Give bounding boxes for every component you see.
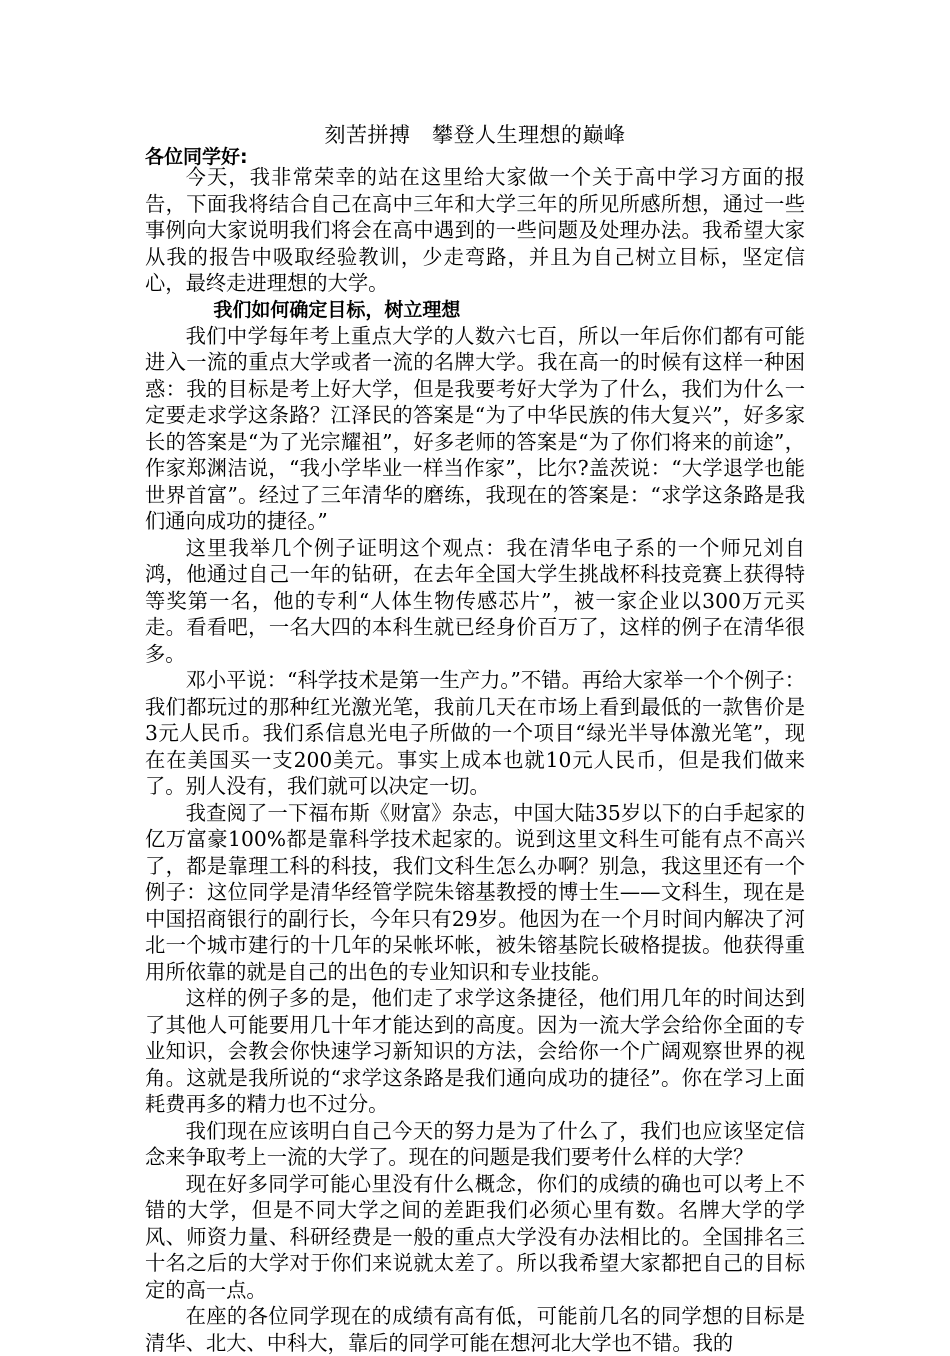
document-title: 刻苦拼搏 攀登人生理想的巅峰 [324, 123, 626, 147]
salutation: 各位同学好: [145, 146, 248, 168]
paragraph: 我们中学每年考上重点大学的人数六七百，所以一年后你们都有可能进入一流的重点大学或者一流的名牌大学。我在高一的时候有这样一种困惑：我的目标是考上好大学，但是我要考好大学为了什么，我们为什么一定要走求学这条路？江泽民的答案是“为了中华民族的伟大复兴”，好多家长的答案是“为了光宗耀祖”，好多老师的答案是“为了你们将来的前途”，作家郑渊洁说，“我小学毕业一样当作家”，比尔?盖茨说：“大学退学也能世界首富”。经过了三年清华的磨练，我现在的答案是：“求学这条路是我们通向成功的捷径。” [145, 323, 805, 533]
paragraph: 我查阅了一下福布斯《财富》杂志，中国大陆35岁以下的白手起家的亿万富豪100%都是靠科学技术起家的。说到这里文科生可能有点不高兴了，都是靠理工科的科技，我们文科生怎么办啊？别急，我这里还有一个例子：这位同学是清华经管学院朱镕基教授的博士生——文科生，现在是中国招商银行的副行长，今年只有29岁。他因为在一个月时间内解决了河北一个城市建行的十几年的呆帐坏帐，被朱镕基院长破格提拔。他获得重用所依靠的就是自己的出色的专业知识和专业技能。 [145, 800, 805, 984]
document-body [145, 164, 805, 1356]
paragraph: 现在好多同学可能心里没有什么概念，你们的成绩的确也可以考上不错的大学，但是不同大学之间的差距我们必须心里有数。名牌大学的学风、师资力量、科研经费是一般的重点大学没有办法相比的。全国排名三十名之后的大学对于你们来说就太差了。所以我希望大家都把自己的目标定的高一点。 [145, 1171, 805, 1302]
section-heading: 我们如何确定目标，树立理想 [213, 298, 461, 321]
paragraph: 在座的各位同学现在的成绩有高有低，可能前几名的同学想的目标是清华、北大、中科大，靠后的同学可能在想河北大学也不错。我的 [145, 1304, 805, 1355]
paragraph: 这样的例子多的是，他们走了求学这条捷径，他们用几年的时间达到了其他人可能要用几十年才能达到的高度。因为一流大学会给你全面的专业知识，会教会你快速学习新知识的方法，会给你一个广阔观察世界的视角。这就是我所说的“求学这条路是我们通向成功的捷径”。你在学习上面耗费再多的精力也不过分。 [145, 986, 805, 1116]
paragraph-intro: 今天，我非常荣幸的站在这里给大家做一个关于高中学习方面的报告，下面我将结合自己在高中三年和大学三年的所见所感所想，通过一些事例向大家说明我们将会在高中遇到的一些问题及处理办法。我希望大家从我的报告中吸取经验教训，少走弯路，并且为自己树立目标，坚定信心，最终走进理想的大学。 [145, 165, 805, 295]
paragraph: 我们现在应该明白自己今天的努力是为了什么了，我们也应该坚定信念来争取考上一流的大学了。现在的问题是我们要考什么样的大学？ [145, 1118, 805, 1169]
paragraph: 这里我举几个例子证明这个观点：我在清华电子系的一个师兄刘自鸿，他通过自己一年的钻研，在去年全国大学生挑战杯科技竞赛上获得特等奖第一名，他的专利“人体生物传感芯片”，被一家企业以300万元买走。看看吧，一名大四的本科生就已经身价百万了，这样的例子在清华很多。 [145, 535, 805, 666]
paragraph: 邓小平说：“科学技术是第一生产力。”不错。再给大家举一个个例子：我们都玩过的那种红光激光笔，我前几天在市场上看到最低的一款售价是3元人民币。我们系信息光电子所做的一个项目“绿光半导体激光笔”，现在在美国买一支200美元。事实上成本也就10元人民币，但是我们做来了。别人没有，我们就可以决定一切。 [145, 668, 805, 798]
